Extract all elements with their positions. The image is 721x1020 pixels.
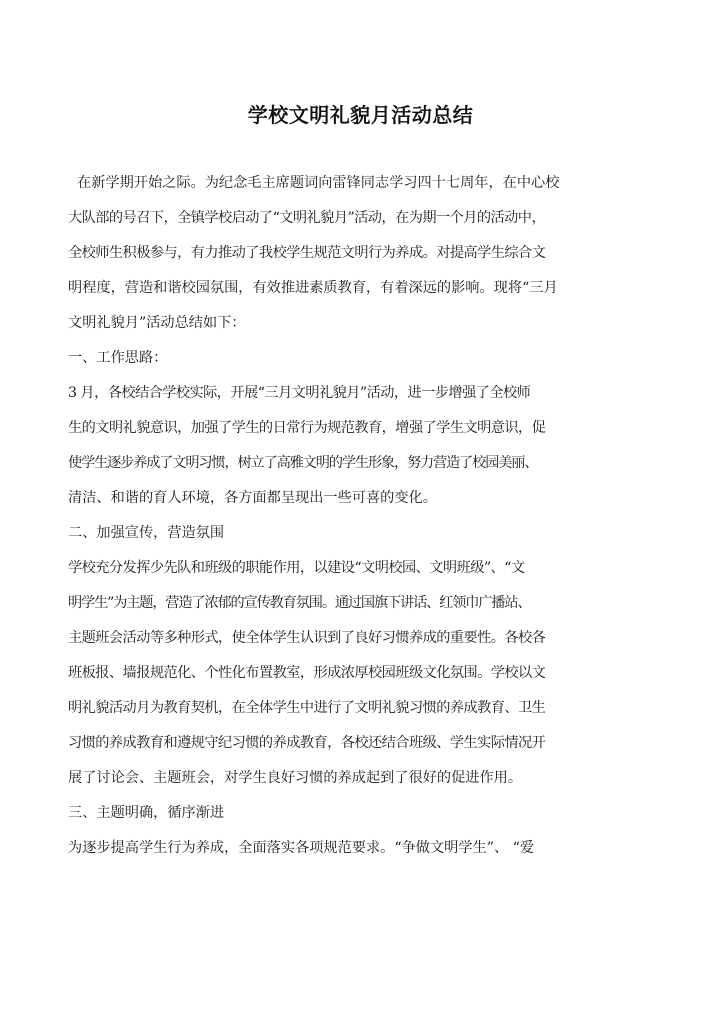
page-title: 学校文明礼貌月活动总结 xyxy=(247,103,474,128)
body-line: 清洁、和谐的育人环境，各方面都呈现出一些可喜的变化。 xyxy=(68,490,437,506)
body-line: 使学生逐步养成了文明习惯，树立了高雅文明的学生形象，努力营造了校园美丽、 xyxy=(68,455,538,471)
body-line: 习惯的养成教育和遵规守纪习惯的养成教育，各校还结合班级、学生实际情况开 xyxy=(68,735,546,751)
body-line: 大队部的号召下，全镇学校启动了“文明礼貌月”活动，在为期一个月的活动中， xyxy=(68,210,546,226)
body-line: 生的文明礼貌意识，加强了学生的日常行为规范教育，增强了学生文明意识，促 xyxy=(68,420,546,436)
body-line: 为逐步提高学生行为养成，全面落实各项规范要求。“争做文明学生”、 “爱 xyxy=(68,840,535,856)
body-line: 3 月，各校结合学校实际，开展“三月文明礼貌月”活动，进一步增强了全校师 xyxy=(68,385,531,401)
body-line: 学校充分发挥少先队和班级的职能作用，以建设“文明校园、文明班级”、“文 xyxy=(68,560,525,576)
body-line: 全校师生积极参与，有力推动了我校学生规范文明行为养成。对提高学生综合文 xyxy=(68,245,546,261)
body-line: 明程度，营造和谐校园氛围，有效推进素质教育，有着深远的影响。现将“三月 xyxy=(68,280,558,296)
section-heading-3: 三、主题明确，循序渐进 xyxy=(68,805,225,821)
body-line: 明学生”为主题，营造了浓郁的宣传教育氛围。通过国旗下讲话、红领巾广播站、 xyxy=(68,595,531,611)
body-line: 班板报、墙报规范化、个性化布置教室，形成浓厚校园班级文化氛围。学校以文 xyxy=(68,665,546,681)
body-line: 展了讨论会、主题班会，对学生良好习惯的养成起到了很好的促进作用。 xyxy=(68,770,523,786)
document-body xyxy=(68,166,616,866)
body-line: 主题班会活动等多种形式，使全体学生认识到了良好习惯养成的重要性。各校各 xyxy=(68,630,546,646)
section-heading-2: 二、加强宣传，营造氛围 xyxy=(68,525,225,541)
section-heading-1: 一、工作思路： xyxy=(68,350,168,366)
body-line: 在新学期开始之际。为纪念毛主席题词向雷锋同志学习四十七周年，在中心校 xyxy=(68,175,560,191)
body-line: 明礼貌活动月为教育契机，在全体学生中进行了文明礼貌习惯的养成教育、卫生 xyxy=(68,700,546,716)
body-line: 文明礼貌月”活动总结如下： xyxy=(68,315,246,331)
